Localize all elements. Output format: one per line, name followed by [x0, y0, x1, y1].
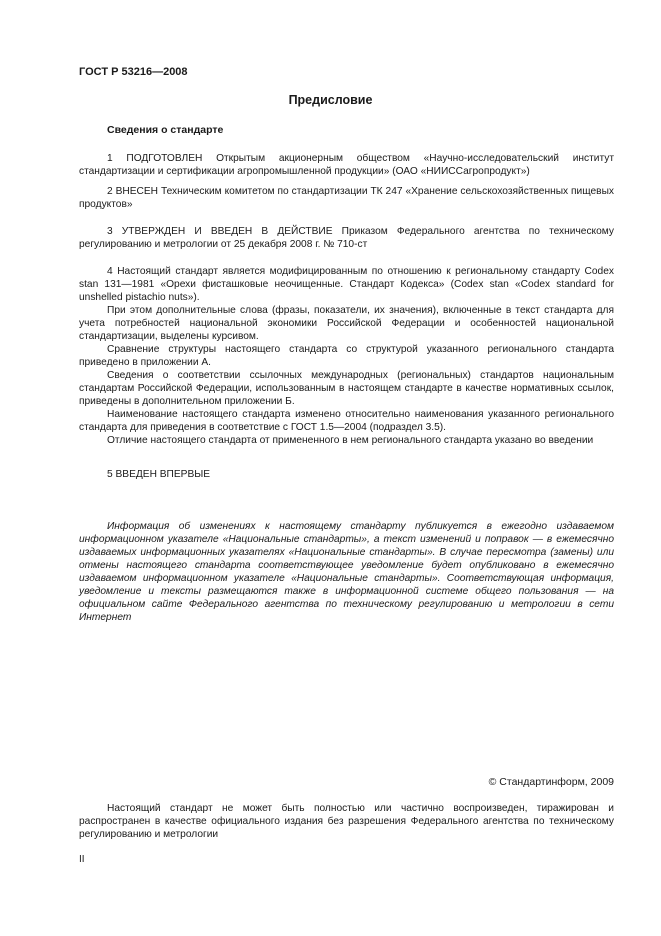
info-notice — [79, 520, 614, 624]
item-2 — [79, 185, 614, 211]
item-4-paragraph: Сведения о соответствии ссылочных международных (региональных) стандартов национальным стандартам Российской Федерации, использованным в настоящем стандарте в качестве нормативных ссылок, приведены в дополнительном приложении Б. — [79, 370, 614, 407]
item-4-paragraph: 4 Настоящий стандарт является модифицированным по отношению к региональному стандарту Codex stan 131—1981 «Орехи фисташковые неочищенные. Стандарт Кодекса» (Codex stan «Codex standard for unshelled pistachio nuts»). — [79, 266, 614, 303]
item-4-paragraph: Наименование настоящего стандарта изменено относительно наименования указанного регионального стандарта для приведения в соответствие с ГОСТ 1.5—2004 (подраздел 3.5). — [79, 409, 614, 433]
reprint-notice — [79, 802, 614, 841]
item-4 — [79, 265, 614, 447]
item-5-text: 5 ВВЕДЕН ВПЕРВЫЕ — [107, 469, 211, 480]
doc-code: ГОСТ Р 53216—2008 — [79, 66, 188, 78]
item-5 — [79, 468, 614, 481]
item-4-paragraph: Сравнение структуры настоящего стандарта со структурой указанного регионального стандарта приведено в приложении А. — [79, 344, 614, 368]
item-2-text: 2 ВНЕСЕН Техническим комитетом по стандартизации ТК 247 «Хранение сельскохозяйственных пищевых продуктов» — [79, 186, 614, 210]
page-number: II — [79, 854, 85, 865]
item-4-paragraph: При этом дополнительные слова (фразы, показатели, их значения), включенные в текст стандарта для учета потребностей национальной экономики Российской Федерации и особенностей национальной стандартизации, выделены курсивом. — [79, 305, 614, 342]
item-3-text: 3 УТВЕРЖДЕН И ВВЕДЕН В ДЕЙСТВИЕ Приказом Федерального агентства по техническому регулированию и метрологии от 25 декабря 2008 г. № 710-ст — [79, 226, 614, 250]
item-4-paragraph: Отличие настоящего стандарта от примененного в нем регионального стандарта указано во введении — [107, 435, 594, 446]
item-3 — [79, 225, 614, 251]
page-title: Предисловие — [288, 93, 373, 107]
item-1 — [79, 152, 614, 178]
standard-info-heading: Сведения о стандарте — [107, 124, 224, 136]
item-1-text: 1 ПОДГОТОВЛЕН Открытым акционерным обществом «Научно-исследовательский институт стандартизации и сертификации агропромышленной продукции» (ОАО «НИИССагропродукт») — [79, 153, 614, 177]
info-notice-text: Информация об изменениях к настоящему стандарту публикуется в ежегодно издаваемом информационном указателе «Национальные стандарты», а текст изменений и поправок — в ежемесячно издаваемых информационных указателях «Национальные стандарты». В случае пересмотра (замены) или отмены настоящего стандарта соответствующее уведомление будет опубликовано в ежемесячно издаваемом информационном указателе «Национальные стандарты». Соответствующая информация, уведомление и тексты размещаются также в информационной системе общего пользования — на официальном сайте Федерального агентства по техническому регулированию и метрологии в сети Интернет — [79, 521, 614, 623]
copyright: © Стандартинформ, 2009 — [488, 776, 614, 788]
reprint-notice-text: Настоящий стандарт не может быть полностью или частично воспроизведен, тиражирован и распространен в качестве официального издания без разрешения Федерального агентства по техническому регулированию и метрологии — [79, 803, 614, 840]
